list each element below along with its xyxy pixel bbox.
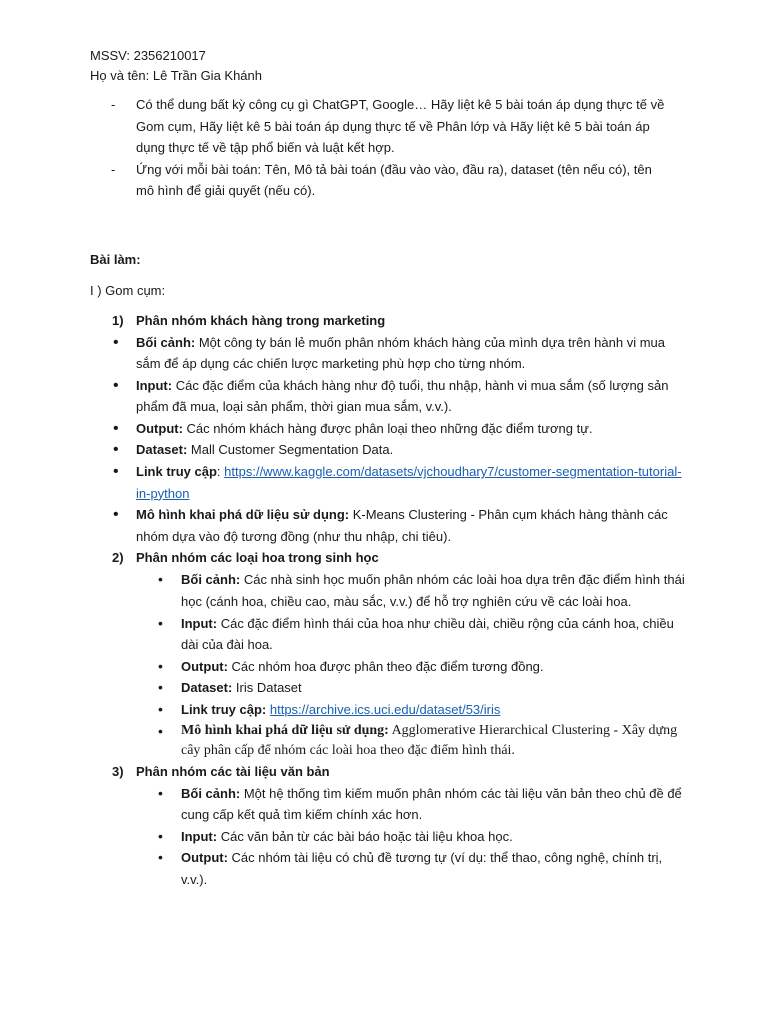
instruction-item: - Ứng với mỗi bài toán: Tên, Mô tả bài toán (đầu vào vào, đầu ra), dataset (tên nếu có), tên mô hình để giải quyết (nếu có). <box>90 159 690 202</box>
bullet-icon: • <box>113 506 119 524</box>
list-item-input: • Input: Các đặc điểm hình thái của hoa như chiều dài, chiều rộng của cánh hoa, chiều dài của đài hoa. <box>90 613 690 656</box>
bullet-icon: • <box>158 614 163 631</box>
bullet-icon: • <box>158 701 163 717</box>
instructions-list <box>90 94 690 202</box>
list-item-context: • Bối cảnh: Các nhà sinh học muốn phân nhóm các loài hoa dựa trên đặc điểm hình thái học (cánh hoa, chiều cao, màu sắc, v.v.) để hỗ trợ nghiên cứu về các loài hoa. <box>90 569 690 612</box>
bullet-icon: • <box>113 463 119 481</box>
instruction-item: - Có thể dung bất kỳ công cụ gì ChatGPT, Google… Hãy liệt kê 5 bài toán áp dụng thực tế về Gom cụm, Hãy liệt kê 5 bài toán áp dụng thực tế về Phân lớp và Hãy liệt kê 5 bài toán áp dụng thực tế về tập phổ biến và luật kết hợp. <box>90 94 690 159</box>
student-name: Họ và tên: Lê Trần Gia Khánh <box>90 68 262 83</box>
list-item-input: • Input: Các văn bản từ các bài báo hoặc tài liệu khoa học. <box>90 826 690 848</box>
bullet-icon: • <box>158 849 163 866</box>
problem-title: 3) Phân nhóm các tài liệu văn bản <box>112 763 330 779</box>
student-id: MSSV: 2356210017 <box>90 48 206 63</box>
answer-heading: Bài làm: <box>90 251 141 267</box>
bullet-icon: • <box>158 784 163 801</box>
list-item-model: • Mô hình khai phá dữ liệu sử dụng: K-Means Clustering - Phân cụm khách hàng thành các nhóm dựa vào độ tương đồng (như thu nhập, chi tiêu). <box>90 504 690 547</box>
list-item-link: • Link truy cập: https://www.kaggle.com/datasets/vjchoudhary7/customer-segmentation-tutorial-in-python <box>90 461 690 504</box>
problem-title: 2) Phân nhóm các loại hoa trong sinh học <box>112 550 379 566</box>
bullet-icon: • <box>113 419 119 437</box>
list-item-context: • Bối cảnh: Một hệ thống tìm kiếm muốn phân nhóm các tài liệu văn bản theo chủ đề để cung cấp kết quả tìm kiếm chính xác hơn. <box>90 783 690 826</box>
bullet-icon: • <box>158 679 163 696</box>
section-title-clustering: I ) Gom cụm: <box>90 282 166 298</box>
bullet-icon: • <box>158 722 163 739</box>
list-item-output: • Output: Các nhóm tài liệu có chủ đề tương tự (ví dụ: thể thao, công nghệ, chính trị, v.v.). <box>90 847 690 890</box>
bullet-icon: • <box>158 657 163 674</box>
list-item-context: • Bối cảnh: Một công ty bán lẻ muốn phân nhóm khách hàng của mình dựa trên hành vi mua sắm để áp dụng các chiến lược marketing phù hợp cho từng nhóm. <box>90 332 690 375</box>
document-page <box>90 46 690 891</box>
problem-2 <box>90 547 690 760</box>
dataset-link[interactable]: https://www.kaggle.com/datasets/vjchoudhary7/customer-segmentation-tutorial-in-python <box>136 464 682 501</box>
bullet-icon: • <box>113 441 119 459</box>
bullet-icon: • <box>113 376 119 394</box>
list-item-model: • Mô hình khai phá dữ liệu sử dụng: Agglomerative Hierarchical Clustering - Xây dựng cây phân cấp để nhóm các loài hoa theo đặc điểm hình thái. <box>90 721 690 761</box>
dash-marker: - <box>111 161 116 177</box>
problem-3 <box>90 761 690 891</box>
bullet-icon: • <box>158 571 163 588</box>
list-item-output: • Output: Các nhóm hoa được phân theo đặc điểm tương đồng. <box>90 656 690 678</box>
list-item-dataset: • Dataset: Mall Customer Segmentation Data. <box>90 439 690 461</box>
dash-marker: - <box>111 97 116 112</box>
list-item-dataset: • Dataset: Iris Dataset <box>90 677 690 699</box>
list-item-output: • Output: Các nhóm khách hàng được phân loại theo những đặc điểm tương tự. <box>90 418 690 440</box>
bullet-icon: • <box>113 333 119 351</box>
problem-title: 1) Phân nhóm khách hàng trong marketing <box>112 312 386 328</box>
dataset-link[interactable]: https://archive.ics.uci.edu/dataset/53/iris <box>269 702 501 717</box>
list-item-input: • Input: Các đặc điểm của khách hàng như độ tuổi, thu nhập, hành vi mua sắm (số lượng sản phẩm đã mua, loại sản phẩm, thời gian mua sắm, v.v.). <box>90 375 690 418</box>
problem-1 <box>90 310 690 548</box>
list-item-link: • Link truy cập: https://archive.ics.uci.edu/dataset/53/iris <box>90 699 690 721</box>
bullet-icon: • <box>158 827 163 844</box>
